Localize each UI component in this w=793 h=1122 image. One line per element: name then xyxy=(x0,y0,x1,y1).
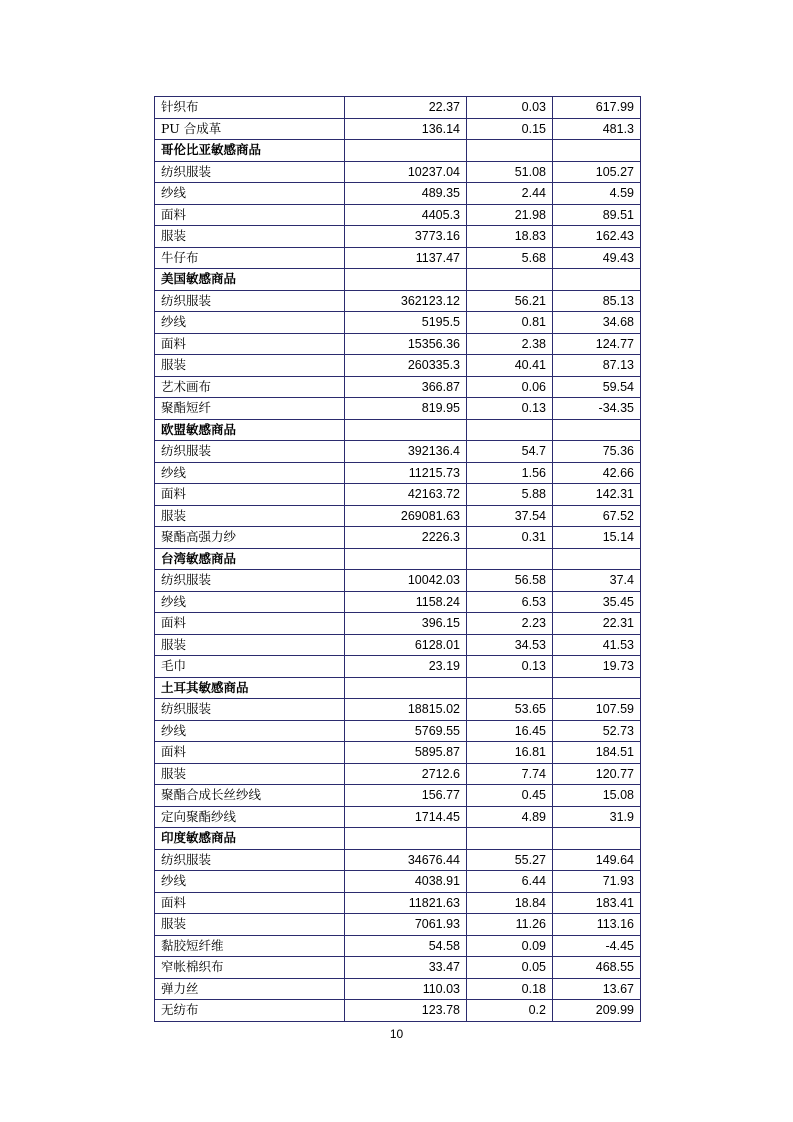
growth-cell xyxy=(553,269,641,291)
table-row xyxy=(155,570,641,592)
commodity-name-cell: 服装 xyxy=(155,763,345,785)
value-cell: 5195.5 xyxy=(345,312,467,334)
commodity-name-cell: 定向聚酯纱线 xyxy=(155,806,345,828)
section-header-row xyxy=(155,548,641,570)
value-cell xyxy=(345,140,467,162)
value-cell: 269081.63 xyxy=(345,505,467,527)
share-cell: 51.08 xyxy=(467,161,553,183)
value-cell: 4038.91 xyxy=(345,871,467,893)
value-cell: 10042.03 xyxy=(345,570,467,592)
section-header-row xyxy=(155,419,641,441)
commodity-name-cell: 聚酯高强力纱 xyxy=(155,527,345,549)
commodity-name-cell: 面料 xyxy=(155,484,345,506)
value-cell: 392136.4 xyxy=(345,441,467,463)
share-cell: 0.31 xyxy=(467,527,553,549)
value-cell: 1158.24 xyxy=(345,591,467,613)
table-row xyxy=(155,398,641,420)
growth-cell: 4.59 xyxy=(553,183,641,205)
share-cell: 34.53 xyxy=(467,634,553,656)
table-row xyxy=(155,161,641,183)
share-cell: 0.05 xyxy=(467,957,553,979)
section-header-row xyxy=(155,828,641,850)
growth-cell: 209.99 xyxy=(553,1000,641,1022)
table-row xyxy=(155,505,641,527)
table-row xyxy=(155,613,641,635)
share-cell: 0.06 xyxy=(467,376,553,398)
growth-cell: 617.99 xyxy=(553,97,641,119)
commodity-name-cell: 纺织服装 xyxy=(155,441,345,463)
commodity-name-cell: 弹力丝 xyxy=(155,978,345,1000)
share-cell xyxy=(467,140,553,162)
commodity-name-cell: 无纺布 xyxy=(155,1000,345,1022)
table-row xyxy=(155,226,641,248)
growth-cell: 120.77 xyxy=(553,763,641,785)
page-number: 10 xyxy=(389,1027,404,1041)
section-header-row xyxy=(155,269,641,291)
commodity-name-cell: 服装 xyxy=(155,226,345,248)
section-header-row xyxy=(155,677,641,699)
share-cell: 55.27 xyxy=(467,849,553,871)
value-cell: 4405.3 xyxy=(345,204,467,226)
commodity-name-cell: 纱线 xyxy=(155,871,345,893)
value-cell: 136.14 xyxy=(345,118,467,140)
share-cell: 0.2 xyxy=(467,1000,553,1022)
commodity-name-cell: 牛仔布 xyxy=(155,247,345,269)
value-cell: 362123.12 xyxy=(345,290,467,312)
share-cell: 2.23 xyxy=(467,613,553,635)
share-cell: 56.21 xyxy=(467,290,553,312)
table-row xyxy=(155,634,641,656)
value-cell: 18815.02 xyxy=(345,699,467,721)
share-cell: 2.44 xyxy=(467,183,553,205)
commodity-name-cell: 纱线 xyxy=(155,591,345,613)
share-cell: 0.03 xyxy=(467,97,553,119)
table-row xyxy=(155,527,641,549)
commodity-name-cell: 纺织服装 xyxy=(155,849,345,871)
table-row xyxy=(155,785,641,807)
table-row xyxy=(155,312,641,334)
value-cell: 5895.87 xyxy=(345,742,467,764)
value-cell: 260335.3 xyxy=(345,355,467,377)
value-cell: 396.15 xyxy=(345,613,467,635)
growth-cell: 75.36 xyxy=(553,441,641,463)
commodity-name-cell: 纺织服装 xyxy=(155,570,345,592)
growth-cell: 468.55 xyxy=(553,957,641,979)
growth-cell: 59.54 xyxy=(553,376,641,398)
table-row xyxy=(155,118,641,140)
commodity-name-cell: 服装 xyxy=(155,505,345,527)
share-cell: 0.13 xyxy=(467,656,553,678)
value-cell: 11215.73 xyxy=(345,462,467,484)
growth-cell: 31.9 xyxy=(553,806,641,828)
share-cell: 0.81 xyxy=(467,312,553,334)
commodity-name-cell: 聚酯合成长丝纱线 xyxy=(155,785,345,807)
share-cell: 16.81 xyxy=(467,742,553,764)
value-cell: 5769.55 xyxy=(345,720,467,742)
commodity-table xyxy=(154,96,641,1022)
table-row xyxy=(155,333,641,355)
share-cell: 6.44 xyxy=(467,871,553,893)
growth-cell: 149.64 xyxy=(553,849,641,871)
share-cell xyxy=(467,677,553,699)
section-title: 美国敏感商品 xyxy=(155,269,345,291)
growth-cell: 34.68 xyxy=(553,312,641,334)
growth-cell: 85.13 xyxy=(553,290,641,312)
share-cell: 5.68 xyxy=(467,247,553,269)
growth-cell xyxy=(553,419,641,441)
table-row xyxy=(155,462,641,484)
commodity-name-cell: 纺织服装 xyxy=(155,699,345,721)
growth-cell: 15.14 xyxy=(553,527,641,549)
table-row xyxy=(155,935,641,957)
section-header-row xyxy=(155,140,641,162)
commodity-name-cell: 面料 xyxy=(155,613,345,635)
section-title: 台湾敏感商品 xyxy=(155,548,345,570)
commodity-name-cell: 窄帐棉织布 xyxy=(155,957,345,979)
value-cell xyxy=(345,419,467,441)
commodity-name-cell: 纱线 xyxy=(155,183,345,205)
value-cell xyxy=(345,269,467,291)
commodity-name-cell: 纺织服装 xyxy=(155,290,345,312)
growth-cell: 42.66 xyxy=(553,462,641,484)
share-cell: 0.45 xyxy=(467,785,553,807)
commodity-name-cell: 毛巾 xyxy=(155,656,345,678)
table-row xyxy=(155,355,641,377)
share-cell: 0.15 xyxy=(467,118,553,140)
section-title: 印度敏感商品 xyxy=(155,828,345,850)
share-cell: 0.18 xyxy=(467,978,553,1000)
value-cell xyxy=(345,548,467,570)
growth-cell xyxy=(553,548,641,570)
table-row xyxy=(155,97,641,119)
value-cell: 110.03 xyxy=(345,978,467,1000)
table-row xyxy=(155,892,641,914)
growth-cell: 87.13 xyxy=(553,355,641,377)
commodity-name-cell: 面料 xyxy=(155,892,345,914)
value-cell: 2226.3 xyxy=(345,527,467,549)
section-title: 哥伦比亚敏感商品 xyxy=(155,140,345,162)
value-cell: 489.35 xyxy=(345,183,467,205)
table-row xyxy=(155,806,641,828)
value-cell: 6128.01 xyxy=(345,634,467,656)
share-cell: 53.65 xyxy=(467,699,553,721)
growth-cell xyxy=(553,828,641,850)
value-cell xyxy=(345,677,467,699)
table-row xyxy=(155,183,641,205)
commodity-name-cell: 纱线 xyxy=(155,720,345,742)
value-cell: 54.58 xyxy=(345,935,467,957)
share-cell: 2.38 xyxy=(467,333,553,355)
table-row xyxy=(155,247,641,269)
growth-cell: 107.59 xyxy=(553,699,641,721)
table-row xyxy=(155,978,641,1000)
commodity-name-cell: 纱线 xyxy=(155,312,345,334)
share-cell: 0.09 xyxy=(467,935,553,957)
table-row xyxy=(155,656,641,678)
share-cell: 5.88 xyxy=(467,484,553,506)
commodity-name-cell: PU 合成革 xyxy=(155,118,345,140)
table-row xyxy=(155,763,641,785)
share-cell xyxy=(467,269,553,291)
growth-cell: 71.93 xyxy=(553,871,641,893)
commodity-name-cell: 服装 xyxy=(155,914,345,936)
growth-cell: -4.45 xyxy=(553,935,641,957)
share-cell: 16.45 xyxy=(467,720,553,742)
share-cell: 37.54 xyxy=(467,505,553,527)
commodity-name-cell: 针织布 xyxy=(155,97,345,119)
growth-cell: 113.16 xyxy=(553,914,641,936)
share-cell xyxy=(467,828,553,850)
table-row xyxy=(155,742,641,764)
value-cell: 33.47 xyxy=(345,957,467,979)
growth-cell xyxy=(553,677,641,699)
table-row xyxy=(155,290,641,312)
table-row xyxy=(155,957,641,979)
value-cell xyxy=(345,828,467,850)
commodity-name-cell: 纱线 xyxy=(155,462,345,484)
share-cell: 40.41 xyxy=(467,355,553,377)
table-row xyxy=(155,720,641,742)
growth-cell: 162.43 xyxy=(553,226,641,248)
growth-cell: 13.67 xyxy=(553,978,641,1000)
commodity-table-body xyxy=(155,97,641,1022)
table-row xyxy=(155,914,641,936)
growth-cell: 184.51 xyxy=(553,742,641,764)
table-row xyxy=(155,849,641,871)
value-cell: 1714.45 xyxy=(345,806,467,828)
commodity-name-cell: 黏胶短纤维 xyxy=(155,935,345,957)
table-row xyxy=(155,376,641,398)
value-cell: 1137.47 xyxy=(345,247,467,269)
growth-cell: 481.3 xyxy=(553,118,641,140)
growth-cell: 35.45 xyxy=(553,591,641,613)
growth-cell: 22.31 xyxy=(553,613,641,635)
commodity-name-cell: 服装 xyxy=(155,634,345,656)
growth-cell: -34.35 xyxy=(553,398,641,420)
value-cell: 819.95 xyxy=(345,398,467,420)
growth-cell: 183.41 xyxy=(553,892,641,914)
table-row xyxy=(155,204,641,226)
growth-cell: 15.08 xyxy=(553,785,641,807)
growth-cell: 37.4 xyxy=(553,570,641,592)
commodity-name-cell: 面料 xyxy=(155,742,345,764)
value-cell: 156.77 xyxy=(345,785,467,807)
share-cell: 7.74 xyxy=(467,763,553,785)
growth-cell xyxy=(553,140,641,162)
table-row xyxy=(155,699,641,721)
value-cell: 11821.63 xyxy=(345,892,467,914)
growth-cell: 52.73 xyxy=(553,720,641,742)
value-cell: 123.78 xyxy=(345,1000,467,1022)
share-cell: 0.13 xyxy=(467,398,553,420)
growth-cell: 124.77 xyxy=(553,333,641,355)
commodity-name-cell: 艺术画布 xyxy=(155,376,345,398)
table-row xyxy=(155,1000,641,1022)
share-cell: 6.53 xyxy=(467,591,553,613)
growth-cell: 41.53 xyxy=(553,634,641,656)
share-cell: 18.84 xyxy=(467,892,553,914)
value-cell: 7061.93 xyxy=(345,914,467,936)
section-title: 欧盟敏感商品 xyxy=(155,419,345,441)
growth-cell: 19.73 xyxy=(553,656,641,678)
growth-cell: 142.31 xyxy=(553,484,641,506)
value-cell: 3773.16 xyxy=(345,226,467,248)
commodity-name-cell: 面料 xyxy=(155,333,345,355)
commodity-name-cell: 面料 xyxy=(155,204,345,226)
value-cell: 2712.6 xyxy=(345,763,467,785)
table-row xyxy=(155,871,641,893)
growth-cell: 89.51 xyxy=(553,204,641,226)
value-cell: 15356.36 xyxy=(345,333,467,355)
value-cell: 23.19 xyxy=(345,656,467,678)
value-cell: 34676.44 xyxy=(345,849,467,871)
section-title: 土耳其敏感商品 xyxy=(155,677,345,699)
share-cell: 54.7 xyxy=(467,441,553,463)
growth-cell: 105.27 xyxy=(553,161,641,183)
commodity-name-cell: 聚酯短纤 xyxy=(155,398,345,420)
growth-cell: 49.43 xyxy=(553,247,641,269)
table-row xyxy=(155,441,641,463)
value-cell: 22.37 xyxy=(345,97,467,119)
share-cell: 21.98 xyxy=(467,204,553,226)
share-cell: 18.83 xyxy=(467,226,553,248)
growth-cell: 67.52 xyxy=(553,505,641,527)
share-cell: 11.26 xyxy=(467,914,553,936)
share-cell xyxy=(467,419,553,441)
share-cell: 4.89 xyxy=(467,806,553,828)
value-cell: 366.87 xyxy=(345,376,467,398)
share-cell: 1.56 xyxy=(467,462,553,484)
share-cell: 56.58 xyxy=(467,570,553,592)
table-row xyxy=(155,484,641,506)
share-cell xyxy=(467,548,553,570)
value-cell: 42163.72 xyxy=(345,484,467,506)
value-cell: 10237.04 xyxy=(345,161,467,183)
table-row xyxy=(155,591,641,613)
commodity-name-cell: 纺织服装 xyxy=(155,161,345,183)
commodity-name-cell: 服装 xyxy=(155,355,345,377)
